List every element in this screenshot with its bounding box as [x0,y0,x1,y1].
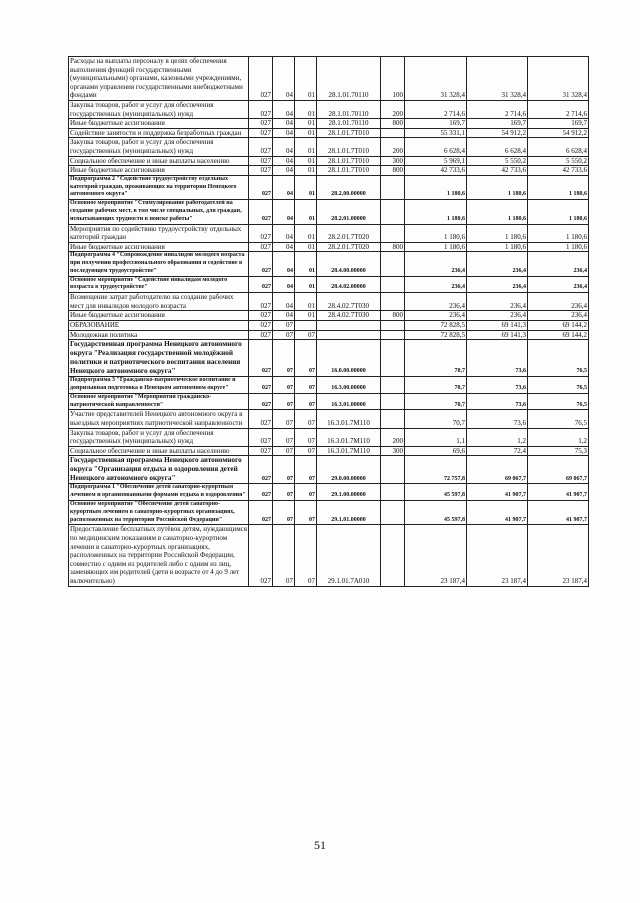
section-code: 04 [273,128,295,138]
target-article-code: 16.3.01.7М110 [317,446,381,456]
amount-year-1: 31 328,4 [405,57,467,101]
expense-type-code: 200 [381,428,405,446]
amount-year-2: 1,2 [467,428,528,446]
row-name: Закупка товаров, работ и услуг для обеспечения государственных (муниципальных) нужд [69,138,249,156]
expense-type-code [381,293,405,311]
ministry-code: 027 [249,200,273,224]
ministry-code: 027 [249,428,273,446]
table-row [69,128,589,138]
table-row [69,393,589,410]
amount-year-3: 69 144,2 [528,321,589,331]
section-code: 07 [273,446,295,456]
ministry-code: 027 [249,311,273,321]
row-name: Закупка товаров, работ и услуг для обеспечения государственных (муниципальных) нужд [69,428,249,446]
section-code: 04 [273,311,295,321]
amount-year-2: 69 141,3 [467,330,528,340]
amount-year-2: 73,6 [467,393,528,410]
table-row [69,57,589,101]
amount-year-1: 236,4 [405,311,467,321]
table-row [69,138,589,156]
amount-year-2: 169,7 [467,119,528,129]
expense-type-code: 800 [381,311,405,321]
ministry-code: 027 [249,175,273,199]
subsection-code: 07 [295,500,317,524]
section-code: 04 [273,138,295,156]
ministry-code: 027 [249,100,273,118]
ministry-code: 027 [249,166,273,176]
target-article-code: 28.1.01.70110 [317,100,381,118]
row-name: Расходы на выплаты персоналу в целях обеспечения выполнения функций государственными (муниципальными) органами, казенными учреждениями, органами управления государственными внебюджетными фондами [69,57,249,101]
row-name: Государственная программа Ненецкого автономного округа "Организация отдыха и оздоровления детей Ненецкого автономного округа" [69,456,249,484]
table-row [69,100,589,118]
amount-year-2: 41 907,7 [467,500,528,524]
amount-year-1: 42 733,6 [405,166,467,176]
row-name: Подпрограмма 2 "Содействие трудоустройству отдельных категорий граждан, проживающих на территории Ненецкого автономного округа" [69,175,249,199]
section-code: 04 [273,156,295,166]
table-row [69,410,589,428]
amount-year-2: 1 180,6 [467,175,528,199]
expense-type-code: 100 [381,57,405,101]
amount-year-3: 236,4 [528,293,589,311]
ministry-code: 027 [249,456,273,484]
subsection-code: 01 [295,138,317,156]
row-name: Основное мероприятие "Обеспечение детей санаторно-курортным лечением в санаторно-курортных организациях, расположенных на территории Российской Федерации" [69,500,249,524]
expense-type-code [381,175,405,199]
amount-year-1: 1,1 [405,428,467,446]
subsection-code: 01 [295,175,317,199]
subsection-code: 07 [295,428,317,446]
subsection-code: 07 [295,446,317,456]
ministry-code: 027 [249,138,273,156]
amount-year-3: 41 907,7 [528,484,589,501]
amount-year-2: 73,6 [467,410,528,428]
target-article-code: 29.0.00.00000 [317,456,381,484]
section-code: 04 [273,242,295,252]
table-row [69,484,589,501]
amount-year-3: 5 550,2 [528,156,589,166]
amount-year-2: 236,4 [467,293,528,311]
expense-type-code [381,393,405,410]
ministry-code: 027 [249,119,273,129]
expense-type-code: 300 [381,446,405,456]
expense-type-code [381,410,405,428]
amount-year-2: 5 550,2 [467,156,528,166]
section-code: 07 [273,428,295,446]
section-code: 04 [273,57,295,101]
row-name: Иные бюджетные ассигнования [69,311,249,321]
amount-year-3: 1 180,6 [528,242,589,252]
section-code: 04 [273,293,295,311]
subsection-code: 01 [295,156,317,166]
expense-type-code: 800 [381,242,405,252]
table-row [69,340,589,377]
target-article-code: 28.4.02.7Т030 [317,311,381,321]
section-code: 07 [273,500,295,524]
amount-year-3: 23 187,4 [528,525,589,586]
expense-type-code [381,377,405,394]
amount-year-3: 69 144,2 [528,330,589,340]
target-article-code: 16.0.00.00000 [317,340,381,377]
target-article-code: 28.1.01.7Т010 [317,138,381,156]
amount-year-3: 2 714,6 [528,100,589,118]
expense-type-code [381,484,405,501]
amount-year-3: 69 067,7 [528,456,589,484]
amount-year-2: 69 067,7 [467,456,528,484]
subsection-code: 01 [295,119,317,129]
section-code: 07 [273,525,295,586]
amount-year-3: 236,4 [528,276,589,293]
amount-year-1: 70,7 [405,393,467,410]
row-name: Иные бюджетные ассигнования [69,166,249,176]
ministry-code: 027 [249,293,273,311]
row-name: Закупка товаров, работ и услуг для обеспечения государственных (муниципальных) нужд [69,100,249,118]
amount-year-2: 54 912,2 [467,128,528,138]
amount-year-1: 55 331,1 [405,128,467,138]
expense-type-code [381,321,405,331]
table-row [69,377,589,394]
subsection-code: 01 [295,166,317,176]
expense-type-code [381,200,405,224]
expense-type-code: 800 [381,166,405,176]
subsection-code: 07 [295,340,317,377]
table-row [69,200,589,224]
section-code: 04 [273,119,295,129]
amount-year-1: 1 180,6 [405,224,467,242]
subsection-code: 01 [295,128,317,138]
ministry-code: 027 [249,224,273,242]
amount-year-3: 54 912,2 [528,128,589,138]
expense-type-code [381,224,405,242]
row-name: Подпрограмма 4 "Сопровождение инвалидов молодого возраста при получении профессионального образования и содействие в последующем трудоустройстве" [69,252,249,276]
amount-year-1: 45 597,8 [405,500,467,524]
table-row [69,456,589,484]
amount-year-2: 73,6 [467,340,528,377]
table-row [69,446,589,456]
subsection-code: 07 [295,377,317,394]
amount-year-1: 70,7 [405,340,467,377]
row-name: Возмещение затрат работодателю на создание рабочих мест для инвалидов молодого возраста [69,293,249,311]
amount-year-3: 75,3 [528,446,589,456]
ministry-code: 027 [249,446,273,456]
amount-year-2: 69 141,3 [467,321,528,331]
amount-year-3: 1,2 [528,428,589,446]
row-name: Основное мероприятие "Стимулирование работодателей на создание рабочих мест, в том числе специальных, для граждан, испытывающих трудности в поиске работы" [69,200,249,224]
amount-year-1: 1 180,6 [405,242,467,252]
expense-type-code: 200 [381,100,405,118]
subsection-code: 01 [295,200,317,224]
amount-year-3: 1 180,6 [528,224,589,242]
row-name: Государственная программа Ненецкого автономного округа "Реализация государственной молодёжной политики и патриотического воспитания населения Ненецкого автономного округа" [69,340,249,377]
amount-year-2: 41 907,7 [467,484,528,501]
amount-year-3: 169,7 [528,119,589,129]
amount-year-1: 6 628,4 [405,138,467,156]
amount-year-1: 69,6 [405,446,467,456]
section-code: 04 [273,175,295,199]
amount-year-1: 2 714,6 [405,100,467,118]
target-article-code: 28.1.01.7Т010 [317,128,381,138]
table-row [69,293,589,311]
section-code: 07 [273,393,295,410]
amount-year-2: 1 180,6 [467,242,528,252]
target-article-code: 28.1.01.7Т010 [317,166,381,176]
subsection-code: 01 [295,57,317,101]
row-name: Содействие занятости и поддержка безработных граждан [69,128,249,138]
target-article-code [317,330,381,340]
amount-year-2: 236,4 [467,252,528,276]
section-code: 07 [273,484,295,501]
target-article-code: 28.4.02.7Т030 [317,293,381,311]
target-article-code: 28.1.01.70110 [317,57,381,101]
subsection-code: 07 [295,484,317,501]
subsection-code: 01 [295,276,317,293]
amount-year-1: 72 828,5 [405,321,467,331]
expense-type-code [381,128,405,138]
amount-year-3: 236,4 [528,252,589,276]
table-row [69,311,589,321]
expense-type-code [381,340,405,377]
subsection-code: 01 [295,252,317,276]
section-code: 04 [273,276,295,293]
table-row [69,321,589,331]
row-name: Предоставление бесплатных путёвок детям, нуждающимся по медицинским показаниям в санаторно-курортном лечении в санаторно-курортных организациях, расположенных на территории Российской Федерации, совместно с одним из родителей либо с одним из лиц, заменяющих им родителей (дети в возрасте от 4 до 9 лет включительно) [70,525,247,585]
section-code: 07 [273,340,295,377]
amount-year-2: 236,4 [467,276,528,293]
table-row [69,276,589,293]
subsection-code: 07 [295,456,317,484]
target-article-code: 28.4.02.00000 [317,276,381,293]
table-row [69,175,589,199]
expense-type-code [381,276,405,293]
target-article-code: 28.2.01.7Т020 [317,242,381,252]
amount-year-1: 72 828,5 [405,330,467,340]
amount-year-1: 236,4 [405,293,467,311]
row-name: ОБРАЗОВАНИЕ [69,321,249,331]
amount-year-2: 23 187,4 [467,525,528,586]
table-row [69,252,589,276]
target-article-code: 28.2.00.00000 [317,175,381,199]
section-code: 07 [273,456,295,484]
ministry-code: 027 [249,57,273,101]
table-row [69,224,589,242]
section-code: 07 [273,377,295,394]
table-row [69,119,589,129]
budget-table [68,56,589,587]
amount-year-3: 31 328,4 [528,57,589,101]
amount-year-1: 1 180,6 [405,200,467,224]
section-code: 04 [273,166,295,176]
expense-type-code [381,525,405,586]
expense-type-code: 800 [381,119,405,129]
amount-year-1: 70,7 [405,377,467,394]
ministry-code: 027 [249,330,273,340]
ministry-code: 027 [249,128,273,138]
target-article-code: 29.1.01.7А010 [317,525,381,586]
ministry-code: 027 [249,410,273,428]
row-name: Основное мероприятие "Содействие инвалидам молодого возраста в трудоустройстве" [69,276,249,293]
table-row [69,330,589,340]
budget-table-body [69,57,589,587]
target-article-code: 28.4.00.00000 [317,252,381,276]
row-name: Подпрограмма 1 "Обеспечение детей санаторно-курортным лечением и организованными формами отдыха и оздоровления" [69,484,249,501]
amount-year-1: 72 757,8 [405,456,467,484]
target-article-code: 28.2.01.00000 [317,200,381,224]
amount-year-2: 2 714,6 [467,100,528,118]
ministry-code: 027 [249,525,273,586]
ministry-code: 027 [249,484,273,501]
ministry-code: 027 [249,393,273,410]
table-row [69,525,589,586]
subsection-code: 07 [295,525,317,586]
target-article-code: 16.3.01.00000 [317,393,381,410]
amount-year-3: 1 180,6 [528,175,589,199]
expense-type-code [381,330,405,340]
amount-year-2: 1 180,6 [467,200,528,224]
amount-year-2: 1 180,6 [467,224,528,242]
ministry-code: 027 [249,340,273,377]
table-row [69,500,589,524]
target-article-code: 28.2.01.7Т020 [317,224,381,242]
expense-type-code: 300 [381,156,405,166]
expense-type-code [381,500,405,524]
ministry-code: 027 [249,321,273,331]
table-row [69,428,589,446]
amount-year-1: 1 180,6 [405,175,467,199]
expense-type-code: 200 [381,138,405,156]
target-article-code: 16.3.01.7М110 [317,428,381,446]
amount-year-1: 236,4 [405,276,467,293]
amount-year-1: 45 597,8 [405,484,467,501]
amount-year-2: 73,6 [467,377,528,394]
section-code: 04 [273,100,295,118]
section-code: 07 [273,410,295,428]
row-name: Социальное обеспечение и иные выплаты населению [69,156,249,166]
table-row [69,166,589,176]
section-code: 04 [273,252,295,276]
amount-year-2: 6 628,4 [467,138,528,156]
amount-year-3: 76,5 [528,393,589,410]
amount-year-3: 42 733,6 [528,166,589,176]
section-code: 04 [273,224,295,242]
amount-year-3: 1 180,6 [528,200,589,224]
subsection-code: 07 [295,330,317,340]
amount-year-3: 6 628,4 [528,138,589,156]
target-article-code: 28.1.01.7Т010 [317,156,381,166]
row-name: Участие представителей Ненецкого автономного округа в выездных мероприятиях патриотической направленности [69,410,249,428]
section-code: 07 [273,321,295,331]
expense-type-code [381,456,405,484]
subsection-code: 07 [295,410,317,428]
subsection-code: 07 [295,393,317,410]
amount-year-1: 169,7 [405,119,467,129]
ministry-code: 027 [249,500,273,524]
section-code: 04 [273,200,295,224]
amount-year-1: 23 187,4 [405,525,467,586]
row-name: Социальное обеспечение и иные выплаты населению [69,446,249,456]
row-name: Иные бюджетные ассигнования [69,119,249,129]
amount-year-3: 41 907,7 [528,500,589,524]
page-number: 51 [314,838,326,852]
row-name: Иные бюджетные ассигнования [69,242,249,252]
amount-year-2: 236,4 [467,311,528,321]
target-article-code: 16.3.01.7М110 [317,410,381,428]
ministry-code: 027 [249,242,273,252]
amount-year-3: 76,5 [528,410,589,428]
amount-year-2: 31 328,4 [467,57,528,101]
amount-year-3: 76,5 [528,377,589,394]
ministry-code: 027 [249,156,273,166]
target-article-code: 28.1.01.70110 [317,119,381,129]
ministry-code: 027 [249,276,273,293]
row-name: Мероприятия по содействию трудоустройству отдельных категорий граждан [69,224,249,242]
amount-year-2: 72,4 [467,446,528,456]
target-article-code: 29.1.01.00000 [317,500,381,524]
target-article-code: 16.3.00.00000 [317,377,381,394]
row-name: Подпрограмма 3 "Гражданско-патриотическое воспитание и допризывная подготовка в Ненецком автономном округе" [69,377,249,394]
amount-year-2: 42 733,6 [467,166,528,176]
subsection-code: 01 [295,293,317,311]
target-article-code [317,321,381,331]
subsection-code: 01 [295,242,317,252]
subsection-code: 01 [295,224,317,242]
table-row [69,242,589,252]
amount-year-1: 70,7 [405,410,467,428]
ministry-code: 027 [249,252,273,276]
subsection-code: 01 [295,100,317,118]
amount-year-1: 236,4 [405,252,467,276]
amount-year-3: 236,4 [528,311,589,321]
ministry-code: 027 [249,377,273,394]
row-name: Молодежная политика [69,330,249,340]
table-row [69,156,589,166]
row-name: Основное мероприятие "Мероприятия гражданско-патриотической направленности" [69,393,249,410]
target-article-code: 29.1.00.00000 [317,484,381,501]
amount-year-1: 5 969,1 [405,156,467,166]
expense-type-code [381,252,405,276]
amount-year-3: 76,5 [528,340,589,377]
subsection-code [295,321,317,331]
section-code: 07 [273,330,295,340]
subsection-code: 01 [295,311,317,321]
